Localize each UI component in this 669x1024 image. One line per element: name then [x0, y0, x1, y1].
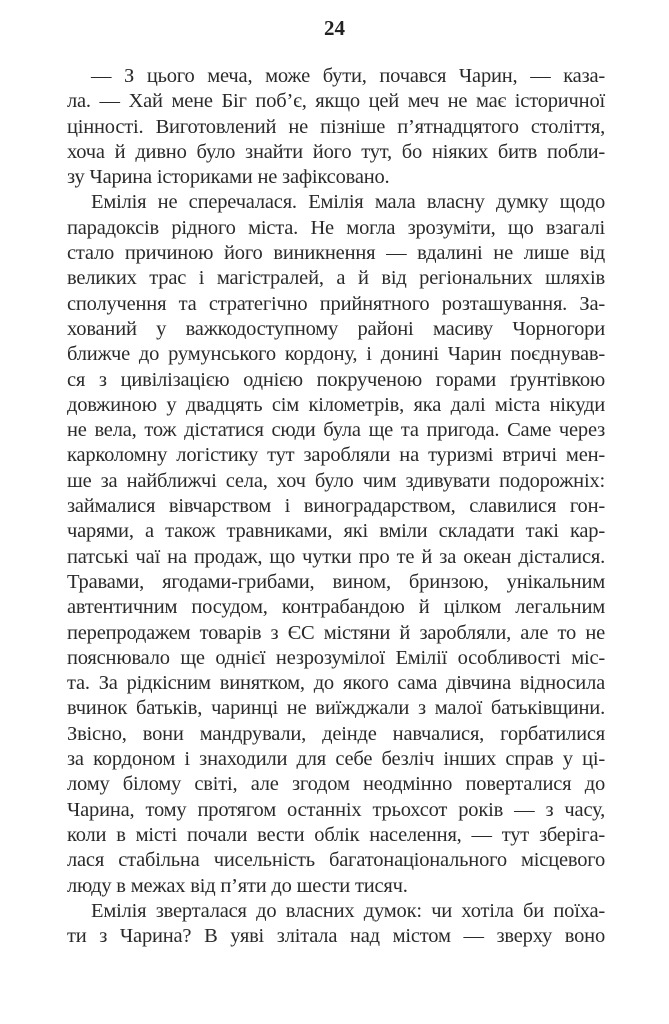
text-line: за кордоном і знаходили для себе безліч інших справ у ці-: [67, 748, 605, 771]
page-number: 24: [324, 16, 345, 40]
text-line: ся з цивілізацією однією покрученою горами ґрунтівкою: [67, 368, 605, 391]
text-line: — З цього меча, може бути, почався Чарин, — каза-: [91, 65, 605, 87]
text-line: цінності. Виготовлений не пізніше п’ятнадцятого століття,: [67, 115, 605, 138]
text-line: зу Чарина істориками не зафіксовано.: [67, 166, 390, 189]
text-line: ла. — Хай мене Біг поб’є, якщо цей меч не має історичної: [67, 90, 605, 113]
text-line: парадоксів рідного міста. Не могла зрозуміти, що взагалі: [67, 216, 605, 239]
text-line: Чарина, тому протягом останніх трьохсот років — з часу,: [67, 798, 605, 821]
text-line: не вела, тож дістатися сюди була ще та пригода. Саме через: [67, 419, 605, 442]
text-line: великих трас і магістралей, а й від регіональних шляхів: [67, 267, 605, 290]
text-line: перепродажем товарів з ЄС містяни й заробляли, але то не: [67, 621, 605, 644]
text-line: Травами, ягодами-грибами, вином, бринзою, унікальним: [67, 570, 605, 593]
text-line: Звісно, вони мандрували, деінде навчалися, горбатилися: [67, 722, 605, 745]
text-line: коли в місті почали вести облік населення, — тут зберіга-: [67, 823, 605, 846]
text-line: вчинок батьків, чаринці не виїжджали з малої батьківщини.: [67, 697, 605, 720]
text-line: Емілія зверталася до власних думок: чи хотіла би поїха-: [91, 899, 605, 922]
text-line: лому білому світі, але згодом неодмінно поверталися до: [67, 773, 605, 796]
text-line: Емілія не сперечалася. Емілія мала власну думку щодо: [91, 191, 605, 214]
text-line: патські чаї на продаж, що чутки про те й за океан дісталися.: [67, 545, 605, 568]
text-line: та. За рідкісним винятком, до якого сама дівчина відносила: [67, 672, 605, 695]
text-line: чарями, а також травниками, які вміли складати такі кар-: [67, 520, 605, 543]
text-line: довжиною у двадцять сім кілометрів, яка далі міста нікуди: [67, 393, 605, 416]
text-line: автентичним посудом, контрабандою й цілком легальним: [67, 596, 605, 619]
body-text: [67, 64, 605, 949]
text-line: сполучення та стратегічно прийнятного розташування. За-: [67, 292, 605, 315]
text-line: ше за найближчі села, хоч було чим здивувати подорожніх:: [67, 469, 605, 492]
text-line: люду в межах від п’яти до шести тисяч.: [67, 874, 408, 897]
text-line: хований у важкодоступному районі масиву Чорногори: [67, 317, 605, 340]
text-line: займалися вівчарством і виноградарством, славилися гон-: [67, 495, 605, 518]
text-line: хоча й дивно було знайти його тут, бо ніяких битв побли-: [67, 140, 605, 163]
text-line: лася стабільна чисельність багатонаціонального місцевого: [67, 849, 605, 872]
text-line: стало причиною його виникнення — вдалині не лише від: [67, 242, 605, 265]
text-line: карколомну логістику тут заробляли на туризмі втричі мен-: [67, 444, 605, 467]
text-line: ближче до румунського кордону, і донині Чарин поєднував-: [67, 343, 605, 366]
text-line: пояснювало ще однієї незрозумілої Емілії особливості міс-: [67, 646, 605, 669]
text-line: ти з Чарина? В уяві злітала над містом — зверху воно: [67, 925, 605, 948]
